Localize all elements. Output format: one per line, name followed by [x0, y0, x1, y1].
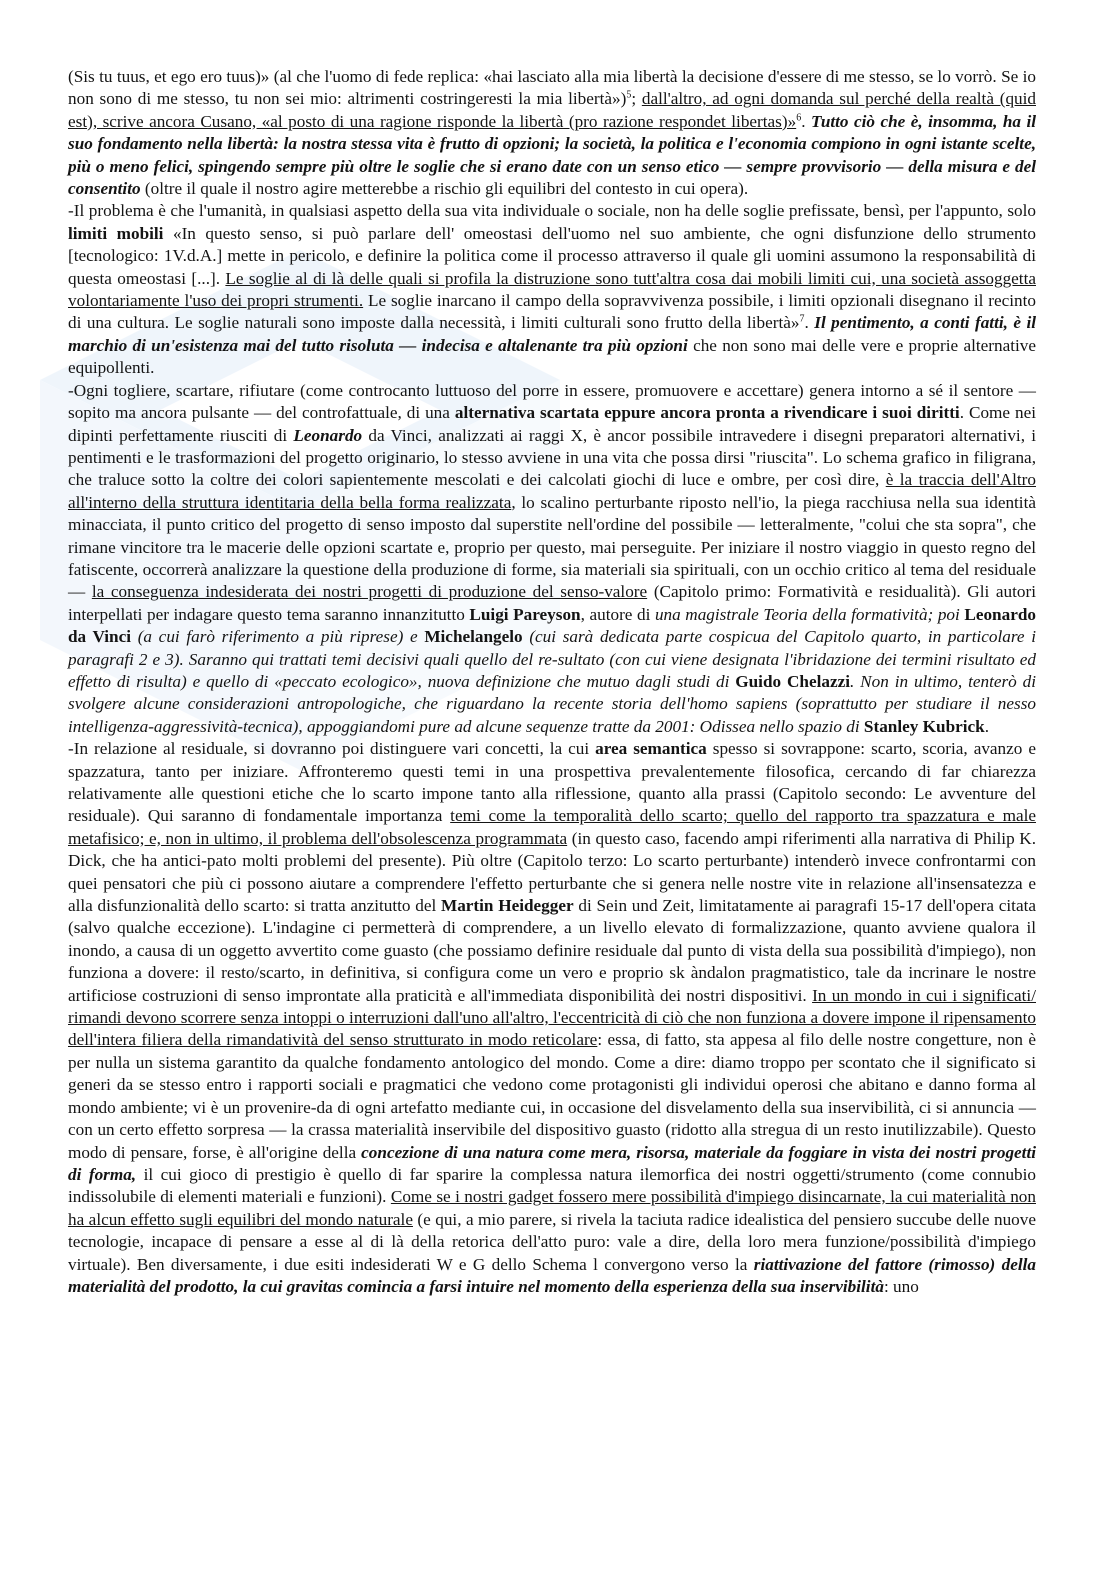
bold-text: limiti mobili [68, 223, 164, 243]
underlined-text: temi come la temporalità dello scarto; quello del rapporto tra spazzatura e male metafisico; e, non in ultimo, il problema dell'obsolescenza programmata [68, 806, 1036, 848]
text-run: (e qui, a mio parere, si rivela la taciuta radice idealistica del pensiero succube delle nuove tecnologie, incapace di pensare a esse al di là della retorica dell'atto puro: vale a dire, della loro mera funzione/possibilità d'impiego virtuale). Ben diversamente, i due esiti indesiderati W e G dello Schema l convergono verso la [68, 1209, 1036, 1274]
underlined-text: è la traccia dell'Altro all'interno della struttura identitaria della bella forma realizzata [68, 470, 1036, 512]
bold-text: Leonardo da Vinci [68, 604, 1036, 647]
text-run: «In questo senso, si può parlare dell' omeostasi dell'uomo nel suo ambiente, che ogni disfunzione dello strumento [tecnologico: 1V.d.A.] mette in pericolo, e definire la politica come il processo attraverso il quale gli uomini assumono la responsabilità di questa omeostasi [...]. [68, 223, 1037, 288]
paragraph-3 [68, 380, 1036, 739]
text-run: Le soglie inarcano il campo della sopravvivenza possibile, i limiti opzionali disegnano il recinto di una cultura. Le soglie naturali sono imposte dalla necessità, i limiti culturali sono frutto della libertà» [68, 291, 1036, 333]
text-run: (in questo caso, facendo ampi riferimenti alla narrativa di Philip K. Dick, che ha antici-pato molti problemi del presente). Più oltre (Capitolo terzo: Lo scarto perturbante) intenderò invece confrontarmi con quei pensatori che più ci possono aiutare a comprendere l'effetto perturbante che si genera nelle nostre vite in relazione all'insensatezza e alla disfunzionalità dello scarto: si tratta anzitutto del [68, 828, 1036, 916]
italic-text: . Non in ultimo, tenterò di svolgere alcune considerazioni antropologiche, che riguardano la recente storia dell'homo sapiens (soprattutto per studiare il nesso intelligenza-aggressività-tecnica), appoggiandomi pure ad alcune sequenze tratte da 2001: Odissea nello spazio di [68, 671, 1037, 736]
text-run: (oltre il quale il nostro agire metterebbe a rischio gli equilibri del contesto in cui opera). [140, 179, 749, 199]
italic-text: una magistrale Teoria della formatività; poi [654, 604, 965, 624]
bold-text: Stanley Kubrick [863, 716, 985, 736]
text-run: da Vinci, analizzati ai raggi X, è ancor possibile intravedere i disegni preparatori alternativi, i pentimenti e le trasformazioni del progetto originario, lo stesso avviene in una vita che possa dirsi "riuscita". Lo schema grafico in filigrana, che traluce sotto la coltre dei colori sapientemente mescolati e dei calcolati giochi di luce e ombre, per così dire, [68, 425, 1036, 490]
bold-text: Martin Heidegger [440, 896, 574, 916]
underlined-text: Come se i nostri gadget fossero mere possibilità d'impiego disincarnate, la cui materialità non ha alcun effetto sugli equilibri del mondo naturale [68, 1187, 1036, 1229]
bold-italic-text: concezione di una natura come mera, risorsa, materiale da foggiare in vista dei nostri progetti di forma, [68, 1142, 1037, 1184]
text-run: : essa, di fatto, sta appesa al filo delle nostre congetture, non è per nulla un sistema garantito da qualche fondamento antologico del mondo. Come a dire: diamo troppo per scontato che il significato si generi da se stesso entro i rapporti sociali e pragmatici che vedono come protagonisti gli individui operosi che abitano e danno forma al mondo ambiente; vi è un provenire-da di ogni artefatto mediante cui, in occasione del disvelamento della sua inservibilità, ci si annuncia — con un certo effetto sorpresa — la crassa materialità inservibile del dispositivo guasto (ridotto alla stregua di un resto inutilizzabile). Questo modo di pensare, forse, è all'origine della [68, 1030, 1036, 1162]
bold-text: area semantica [595, 739, 707, 759]
bold-italic-text: Leonardo [293, 425, 363, 445]
text-run: , lo scalino perturbante riposto nell'io, la piega racchiusa nella sua identità minacciata, il punto critico del progetto di senso imposto dal superstite nell'ordine del possibile — letteralmente, "colui che sta sopra", che rimane vincitore tra le macerie delle opzioni scartate e, proprio per questo, mai perseguite. Per iniziare il nostro viaggio in questo regno del fatiscente, occorrerà analizzare la questione della produzione di forme, sia materiali sia spirituali, con un occhio critico al tema del residuale — [68, 492, 1036, 602]
paragraph-2 [68, 200, 1036, 379]
bold-text: Michelangelo [424, 627, 523, 647]
text-run: -In relazione al residuale, si dovranno poi distinguere vari concetti, la cui [68, 739, 596, 759]
underlined-text: Le soglie al di là delle quali si profila la distruzione sono tutt'altra cosa dai mobili limiti cui, una società assoggetta volontariamente l'uso dei propri strumenti. [68, 268, 1036, 311]
text-run: (Capitolo primo: Formatività e residualità). Gli autori interpellati per indagare questo tema saranno innanzitutto [68, 582, 1036, 624]
text-run: spesso si sovrappone: scarto, scoria, avanzo e spazzatura, tanto per iniziare. Affronteremo questi temi in una prospettiva prevalentemente filosofica, cercando di far chiarezza relativamente alle questioni etiche che lo scarto impone tanto alla riflessione, quanto alla prassi (Capitolo secondo: Le avventure del residuale). Qui saranno di fondamentale importanza [68, 739, 1036, 826]
italic-text: (cui sarà dedicata parte cospicua del Capitolo quarto, in particolare i paragrafi 2 e 3). Saranno qui trattati temi decisivi quali quello del re-sultato (con cui viene designata l'ibridazione dei termini risultato ed effetto di risulta) e quello di «peccato ecologico», nuova definizione che mutuo dagli studi di [68, 627, 1036, 691]
paragraph-1 [68, 66, 1036, 200]
bold-text: Guido Chelazzi [735, 671, 850, 691]
bold-text: Luigi Pareyson [469, 604, 581, 624]
text-run: (Sis tu tuus, et ego ero tuus)» (al che l'uomo di fede replica: «hai lasciato alla mia libertà la decisione d'essere di me stesso, se lo vorrò. Se io non sono di me stesso, tu non sei mio: altrimenti costringeresti la mia libertà») [68, 67, 1036, 109]
text-run: di Sein und Zeit, limitatamente ai paragrafi 15-17 dell'opera citata (salvo qualche eccezione). L'indagine ci permetterà di comprendere, a un livello elevato di formalizzazione, quanto avviene qualora il inondo, a causa di un oggetto avvertito come guasto (che possiamo definire residuale dal punto di vista della sua possibilità d'impiego), non funziona a dovere: il resto/scarto, in definitiva, si configura come un vero e proprio sk àndalon pragmatistico, tale da incrinare le nostre artificiose costruzioni di senso improntate alla praticità e all'immediata disponibilità dei nostri dispositivi. [68, 896, 1036, 1005]
underlined-text: In un mondo in cui i significati/ rimandi devono scorrere senza intoppi o interruzioni dall'uno all'altro, l'eccentricità di ciò che non funziona a dovere impone il ripensamento dell'intera filiera della rimandatività del senso strutturato in modo reticolare [68, 985, 1036, 1050]
footnote-ref: 6 [796, 112, 802, 124]
text-run: . [804, 313, 815, 333]
underlined-text: dall'altro, ad ogni domanda sul perché della realtà (quid est), scrive ancora Cusano, «al posto di una ragione risponde la libertà (pro razione respondet libertas)» [68, 89, 1036, 131]
text-run: . Come nei dipinti perfettamente riusciti di [68, 403, 1036, 445]
text-run: . [801, 111, 811, 131]
bold-text: alternativa scartata eppure ancora pronta a rivendicare i suoi diritti [454, 403, 960, 423]
italic-text: (a cui farò riferimento a più riprese) e [131, 627, 425, 647]
document-page [68, 66, 1036, 1298]
text-run: -Il problema è che l'umanità, in qualsiasi aspetto della sua vita individuale o sociale, non ha delle soglie prefissate, bensì, per l'appunto, solo [68, 201, 1036, 221]
underlined-text: la conseguenza indesiderata dei nostri progetti di produzione del senso-valore [91, 582, 648, 602]
text-run: -Ogni togliere, scartare, rifiutare (come controcanto luttuoso del porre in essere, promuovere e accettare) genera intorno a sé il sentore — sopito ma ancora pulsante — del controfattuale, di una [68, 380, 1036, 423]
footnote-ref: 5 [626, 89, 632, 101]
text-run: , autore di [580, 604, 655, 624]
bold-italic-text: Il pentimento, a conti fatti, è il marchio di un'esistenza mai del tutto risoluta — indecisa e altalenante tra più opzioni [68, 313, 1036, 355]
text-run: . [984, 716, 990, 736]
text-run: ; [631, 89, 642, 109]
text-run: il cui gioco di prestigio è quello di far sparire la complessa natura ilemorfica dei nostri oggetti/strumento (come connubio indissolubile di elementi materiali e funzioni). [68, 1164, 1036, 1207]
footnote-ref: 7 [799, 313, 805, 325]
bold-italic-text: riattivazione del fattore (rimosso) della materialità del prodotto, la cui gravitas comincia a farsi intuire nel momento della esperienza della sua inservibilità [68, 1254, 1036, 1296]
text-run: : uno [883, 1276, 919, 1296]
bold-italic-text: Tutto ciò che è, insomma, ha il suo fondamento nella libertà: la nostra stessa vita è frutto di opzioni; la società, la politica e l'economia compiono in ogni istante scelte, più o meno felici, spingendo sempre più oltre le soglie che si erano date con un senso etico — sempre provvisorio — della misura e del consentito [68, 111, 1036, 199]
text-run: che non sono mai delle vere e proprie alternative equipollenti. [68, 335, 1037, 378]
paragraph-4 [68, 738, 1036, 1298]
